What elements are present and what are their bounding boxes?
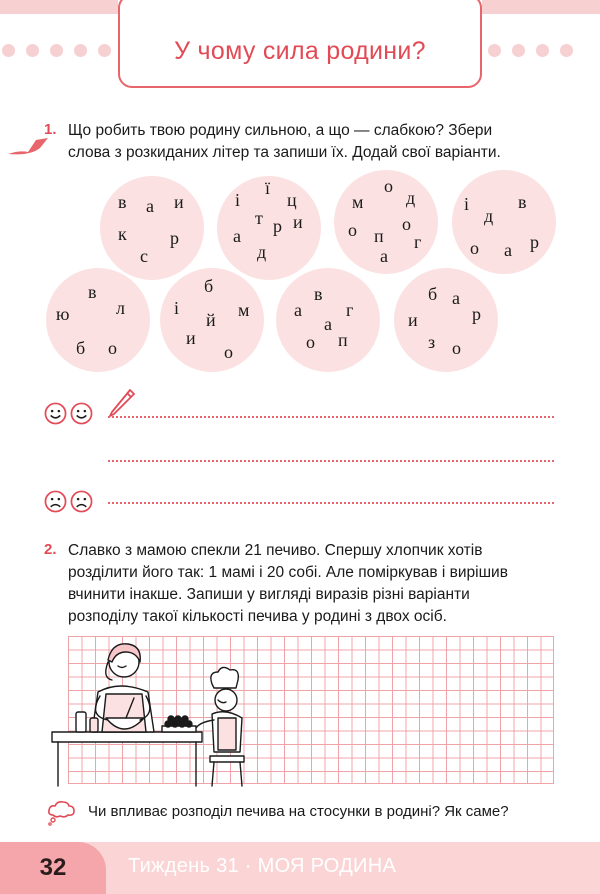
letter: и <box>174 192 184 212</box>
letter: и <box>293 212 303 232</box>
letter: в <box>314 284 323 304</box>
smiley-icon <box>70 402 93 425</box>
letter: и <box>186 328 196 348</box>
letter-bubble <box>394 268 498 372</box>
letter: и <box>408 310 418 330</box>
letter: о <box>470 238 479 258</box>
happy-faces <box>44 402 93 425</box>
task2-text-line1: Славко з мамою спекли 21 печиво. Спершу хлопчик хотів <box>68 542 483 559</box>
letter: р <box>170 228 179 248</box>
title-box <box>118 0 482 88</box>
letter: і <box>235 190 241 210</box>
letter: а <box>380 246 388 266</box>
letter: а <box>452 288 460 308</box>
footer-section-title: Тиждень 31 · МОЯ РОДИНА <box>128 855 397 877</box>
letter: б <box>76 338 86 358</box>
thought-cloud-icon <box>46 800 76 826</box>
letter: ю <box>56 304 70 324</box>
task2-text-line4: розподілу такої кількості печива у родині з двох осіб. <box>68 608 447 625</box>
smiley-icon <box>44 402 67 425</box>
letter-bubble <box>334 170 438 274</box>
answer-line[interactable] <box>108 460 554 462</box>
letter: о <box>306 332 315 352</box>
letter: с <box>140 246 148 266</box>
letter: а <box>294 300 302 320</box>
letter: ц <box>287 190 297 210</box>
letter: о <box>402 214 411 234</box>
letter: в <box>518 192 527 212</box>
letter: д <box>257 242 267 262</box>
letter-bubble <box>100 176 204 280</box>
letter: в <box>88 282 97 302</box>
sad-face-icon <box>44 490 67 513</box>
task1-text-line2: слова з розкиданих літер та запиши їх. Додай свої варіанти. <box>68 144 501 161</box>
letter-bubble <box>160 268 264 372</box>
task1-number: 1. <box>44 121 57 138</box>
letter: м <box>238 300 250 320</box>
letter: о <box>384 176 393 196</box>
letter-bubble <box>276 268 380 372</box>
task2-text-line2: розділити його так: 1 мамі і 20 собі. Але поміркував і вирішив <box>68 564 508 581</box>
letter: а <box>324 314 332 334</box>
task2-text-line3: вчинити інакше. Запиши у вигляді виразів різні варіанти <box>68 586 470 603</box>
letter: р <box>530 232 539 252</box>
header-dots-left <box>2 44 111 58</box>
task2-number: 2. <box>44 541 57 558</box>
letter: в <box>118 192 127 212</box>
letter: л <box>116 298 125 318</box>
letter: р <box>472 304 481 324</box>
letter: г <box>346 300 354 320</box>
letter: б <box>204 276 214 296</box>
letter: м <box>352 192 364 212</box>
letter: а <box>146 196 154 216</box>
letter: р <box>273 216 282 236</box>
letter: г <box>414 232 422 252</box>
pencil-icon <box>106 386 138 418</box>
letter: з <box>428 332 436 352</box>
header-stripe-left <box>0 0 118 14</box>
letter: к <box>118 224 127 244</box>
letter: о <box>108 338 117 358</box>
sad-face-icon <box>70 490 93 513</box>
letter: о <box>224 342 233 362</box>
letter: а <box>504 240 512 260</box>
letter: б <box>428 284 438 304</box>
page-title: У чому сила родини? <box>174 37 426 65</box>
letter: д <box>484 206 494 226</box>
letter: і <box>464 194 470 214</box>
header-stripe-right <box>482 0 600 14</box>
page-number: 32 <box>0 842 106 894</box>
sad-faces <box>44 490 93 513</box>
answer-line[interactable] <box>108 502 554 504</box>
discussion-question: Чи впливає розподіл печива на стосунки в родині? Як саме? <box>88 803 509 820</box>
letter-bubble <box>452 170 556 274</box>
letter: ї <box>265 178 271 198</box>
letter-bubble <box>217 176 321 280</box>
letter: д <box>406 188 416 208</box>
letter: й <box>206 310 216 330</box>
letter: і <box>174 298 180 318</box>
letter: о <box>452 338 461 358</box>
header-dots-right <box>488 44 573 58</box>
answer-line[interactable] <box>108 416 554 418</box>
task1-text-line1: Що робить твою родину сильною, а що — слабкою? Збери <box>68 122 493 139</box>
baking-illustration <box>50 622 250 788</box>
letter: т <box>255 208 263 228</box>
letter: п <box>338 330 348 350</box>
letter: о <box>348 220 357 240</box>
letter: а <box>233 226 241 246</box>
letter: п <box>374 226 384 246</box>
letter-bubble <box>46 268 150 372</box>
